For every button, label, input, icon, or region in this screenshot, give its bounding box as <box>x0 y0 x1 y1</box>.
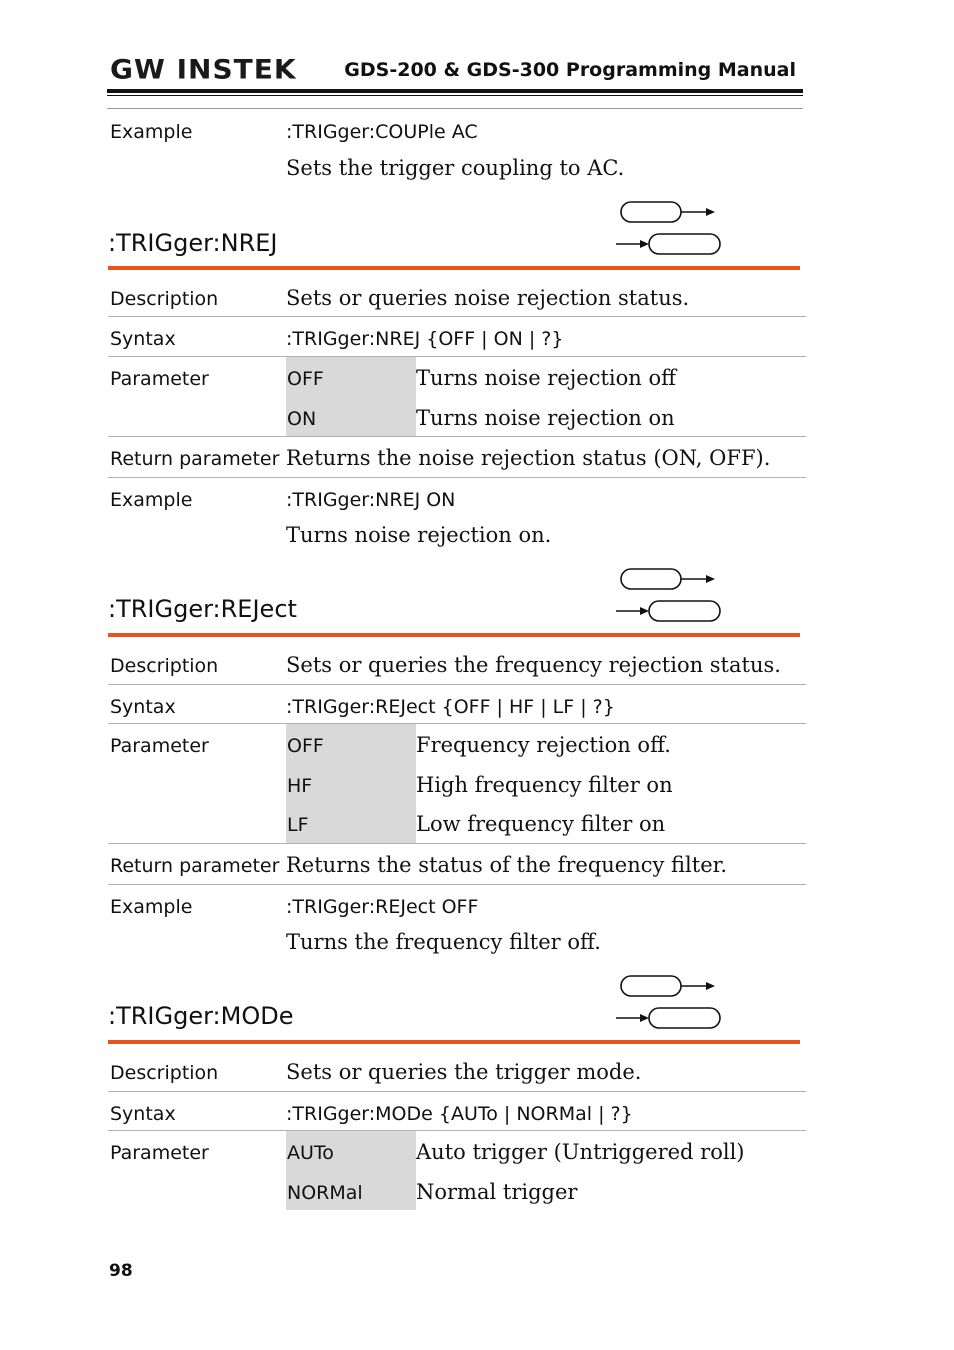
example-command: :TRIGger:NREJ ON <box>286 489 456 511</box>
param-desc: Frequency rejection off. <box>416 733 671 757</box>
row-divider <box>108 436 806 437</box>
syntax-label: Syntax <box>110 696 176 718</box>
param-name: NORMal <box>287 1182 363 1204</box>
section-title-mode: :TRIGger:MODe <box>108 1002 294 1030</box>
syntax-label: Syntax <box>110 328 176 350</box>
param-name: LF <box>287 814 309 836</box>
set-query-icon <box>614 199 724 255</box>
example-label: Example <box>110 489 193 511</box>
section-title-reject: :TRIGger:REJect <box>108 595 297 623</box>
description-label: Description <box>110 1062 219 1084</box>
param-desc: High frequency filter on <box>416 773 673 797</box>
section-rule <box>108 266 800 270</box>
param-name: HF <box>287 775 313 797</box>
param-name: ON <box>287 408 317 430</box>
param-desc: Turns noise rejection off <box>416 366 677 390</box>
syntax-text: :TRIGger:NREJ {OFF | ON | ?} <box>286 328 564 350</box>
section-rule <box>108 633 800 637</box>
row-divider <box>108 1091 806 1092</box>
manual-title: GDS-200 & GDS-300 Programming Manual <box>344 59 796 81</box>
row-divider <box>108 884 806 885</box>
description-text: Sets or queries the frequency rejection status. <box>286 653 781 677</box>
return-parameter-label: Return parameter <box>110 855 280 877</box>
param-name: OFF <box>287 368 324 390</box>
row-divider <box>108 843 806 844</box>
param-name: AUTo <box>287 1142 334 1164</box>
header-rule-light <box>107 108 803 109</box>
parameter-label: Parameter <box>110 1142 209 1164</box>
param-name: OFF <box>287 735 324 757</box>
row-divider <box>108 1130 806 1131</box>
syntax-text: :TRIGger:MODe {AUTo | NORMal | ?} <box>286 1103 633 1125</box>
param-desc: Turns noise rejection on <box>416 406 675 430</box>
page-number: 98 <box>109 1261 133 1281</box>
syntax-text: :TRIGger:REJect {OFF | HF | LF | ?} <box>286 696 615 718</box>
parameter-label: Parameter <box>110 735 209 757</box>
section-rule <box>108 1040 800 1044</box>
description-label: Description <box>110 288 219 310</box>
example-command: :TRIGger:REJect OFF <box>286 896 479 918</box>
description-text: Sets or queries the trigger mode. <box>286 1060 642 1084</box>
return-parameter-label: Return parameter <box>110 448 280 470</box>
row-divider <box>108 684 806 685</box>
row-divider <box>108 723 806 724</box>
description-text: Sets or queries noise rejection status. <box>286 286 690 310</box>
param-desc: Normal trigger <box>416 1180 578 1204</box>
gw-instek-logo: GW INSTEK <box>110 53 297 86</box>
section-title-nrej: :TRIGger:NREJ <box>108 229 278 257</box>
row-divider <box>108 356 806 357</box>
row-divider <box>108 316 806 317</box>
example-text: Turns the frequency filter off. <box>286 930 601 954</box>
param-desc: Auto trigger (Untriggered roll) <box>416 1140 745 1164</box>
example-text: Turns noise rejection on. <box>286 523 552 547</box>
example-text: Sets the trigger coupling to AC. <box>286 156 625 180</box>
header-rule-thick <box>107 89 803 93</box>
syntax-label: Syntax <box>110 1103 176 1125</box>
set-query-icon <box>614 566 724 622</box>
example-label: Example <box>110 896 193 918</box>
parameter-label: Parameter <box>110 368 209 390</box>
description-label: Description <box>110 655 219 677</box>
param-desc: Low frequency filter on <box>416 812 666 836</box>
set-query-icon <box>614 973 724 1029</box>
row-divider <box>108 477 806 478</box>
example-command: :TRIGger:COUPle AC <box>286 121 478 143</box>
header-rule-thin <box>107 95 803 96</box>
return-text: Returns the status of the frequency filter. <box>286 853 728 877</box>
example-label: Example <box>110 121 193 143</box>
return-text: Returns the noise rejection status (ON, OFF). <box>286 446 771 470</box>
